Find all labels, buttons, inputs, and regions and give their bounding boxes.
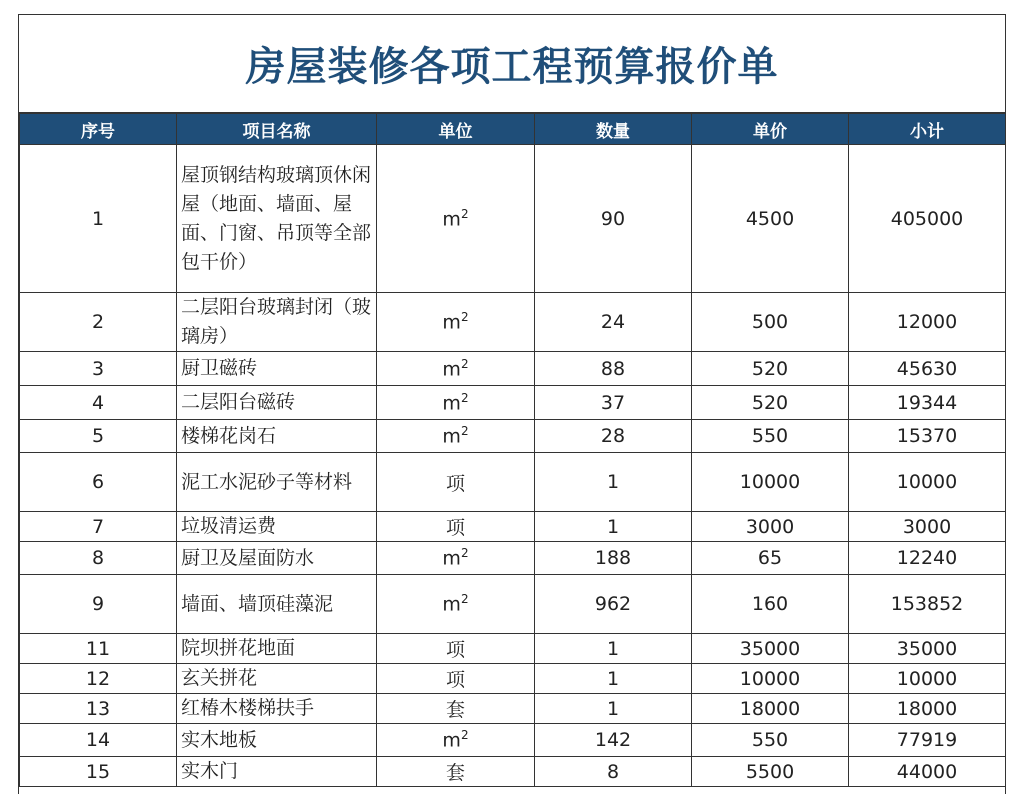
cell-price: 550 <box>692 724 849 757</box>
cell-no: 14 <box>20 724 177 757</box>
header-no: 序号 <box>20 114 177 145</box>
cell-no: 9 <box>20 575 177 634</box>
cell-no: 2 <box>20 293 177 352</box>
table-row <box>20 293 1006 352</box>
header-qty: 数量 <box>535 114 692 145</box>
cell-qty: 142 <box>535 724 692 757</box>
cell-qty: 88 <box>535 352 692 386</box>
cell-subtotal: 19344 <box>849 386 1006 420</box>
cell-no: 15 <box>20 757 177 787</box>
cell-subtotal: 35000 <box>849 634 1006 664</box>
cell-price: 5500 <box>692 757 849 787</box>
cell-price: 500 <box>692 293 849 352</box>
table-row <box>20 757 1006 787</box>
header-price: 单价 <box>692 114 849 145</box>
table-row <box>20 724 1006 757</box>
cell-no: 11 <box>20 634 177 664</box>
unit-text: 套 <box>445 762 465 784</box>
cell-subtotal: 12000 <box>849 293 1006 352</box>
cell-price: 65 <box>692 542 849 575</box>
cell-qty: 1 <box>535 664 692 694</box>
cell-qty: 24 <box>535 293 692 352</box>
unit-text: m <box>442 208 461 231</box>
cell-subtotal: 153852 <box>849 575 1006 634</box>
cell-unit <box>377 453 535 512</box>
cell-no: 7 <box>20 512 177 542</box>
cell-no: 1 <box>20 145 177 293</box>
unit-superscript: 2 <box>460 390 469 405</box>
unit-text: 项 <box>445 639 465 661</box>
unit-superscript: 2 <box>460 728 469 743</box>
unit-text: m <box>442 547 461 570</box>
cell-unit <box>377 386 535 420</box>
table-row <box>20 694 1006 724</box>
unit-text: m <box>442 311 461 334</box>
cell-name: 泥工水泥砂子等材料 <box>177 453 377 512</box>
cell-qty: 188 <box>535 542 692 575</box>
cell-unit <box>377 293 535 352</box>
cell-name: 厨卫磁砖 <box>177 352 377 386</box>
unit-text: 项 <box>445 472 465 495</box>
table-row <box>20 634 1006 664</box>
cell-no: 3 <box>20 352 177 386</box>
table-row <box>20 542 1006 575</box>
unit-text: 套 <box>445 699 465 721</box>
unit-superscript: 2 <box>460 424 469 439</box>
cell-price: 10000 <box>692 453 849 512</box>
unit-superscript: 2 <box>460 546 469 561</box>
cell-name: 楼梯花岗石 <box>177 420 377 453</box>
cell-unit <box>377 420 535 453</box>
cell-price: 550 <box>692 420 849 453</box>
cell-qty: 1 <box>535 634 692 664</box>
cell-name: 院坝拼花地面 <box>177 634 377 664</box>
cell-qty: 1 <box>535 694 692 724</box>
cell-price: 18000 <box>692 694 849 724</box>
table-row <box>20 386 1006 420</box>
cell-name: 屋顶钢结构玻璃顶休闲屋（地面、墙面、屋面、门窗、吊顶等全部包干价） <box>177 145 377 293</box>
unit-superscript: 2 <box>460 592 469 607</box>
cell-subtotal: 44000 <box>849 757 1006 787</box>
cell-qty: 962 <box>535 575 692 634</box>
cell-unit <box>377 694 535 724</box>
cell-price: 35000 <box>692 634 849 664</box>
cell-name: 红椿木楼梯扶手 <box>177 694 377 724</box>
cell-price: 520 <box>692 386 849 420</box>
cell-subtotal: 3000 <box>849 512 1006 542</box>
cell-unit <box>377 757 535 787</box>
cell-name: 实木地板 <box>177 724 377 757</box>
unit-text: m <box>442 729 461 752</box>
unit-text: m <box>442 392 461 415</box>
cell-name: 垃圾清运费 <box>177 512 377 542</box>
header-subtotal: 小计 <box>849 114 1006 145</box>
table-row <box>20 145 1006 293</box>
cell-price: 4500 <box>692 145 849 293</box>
cell-name: 二层阳台玻璃封闭（玻璃房） <box>177 293 377 352</box>
cell-qty: 37 <box>535 386 692 420</box>
cell-name: 墙面、墙顶硅藻泥 <box>177 575 377 634</box>
cell-unit <box>377 512 535 542</box>
header-unit: 单位 <box>377 114 535 145</box>
unit-superscript: 2 <box>460 356 469 371</box>
cell-name: 玄关拼花 <box>177 664 377 694</box>
title-row <box>19 15 1005 113</box>
table-row <box>20 420 1006 453</box>
cell-unit <box>377 724 535 757</box>
header-name: 项目名称 <box>177 114 377 145</box>
table-body <box>20 145 1006 787</box>
cell-price: 3000 <box>692 512 849 542</box>
unit-text: m <box>442 593 461 616</box>
cell-subtotal: 10000 <box>849 664 1006 694</box>
cell-no: 4 <box>20 386 177 420</box>
cell-unit <box>377 634 535 664</box>
page-title: 房屋装修各项工程预算报价单 <box>245 44 779 90</box>
unit-text: m <box>442 425 461 448</box>
cell-no: 12 <box>20 664 177 694</box>
cell-unit <box>377 145 535 293</box>
cell-unit <box>377 352 535 386</box>
cell-name: 二层阳台磁砖 <box>177 386 377 420</box>
cell-qty: 1 <box>535 453 692 512</box>
cell-price: 10000 <box>692 664 849 694</box>
cell-unit <box>377 542 535 575</box>
cell-subtotal: 77919 <box>849 724 1006 757</box>
unit-superscript: 2 <box>460 206 469 221</box>
cell-name: 厨卫及屋面防水 <box>177 542 377 575</box>
cell-qty: 8 <box>535 757 692 787</box>
cell-price: 520 <box>692 352 849 386</box>
cell-qty: 28 <box>535 420 692 453</box>
budget-sheet <box>18 14 1006 794</box>
cell-subtotal: 10000 <box>849 453 1006 512</box>
table-row <box>20 352 1006 386</box>
cell-subtotal: 12240 <box>849 542 1006 575</box>
cell-no: 13 <box>20 694 177 724</box>
table-row <box>20 453 1006 512</box>
cell-qty: 1 <box>535 512 692 542</box>
unit-text: m <box>442 358 461 381</box>
unit-text: 项 <box>445 517 465 539</box>
unit-superscript: 2 <box>460 310 469 325</box>
cell-no: 5 <box>20 420 177 453</box>
cell-price: 160 <box>692 575 849 634</box>
header-row <box>20 114 1006 145</box>
unit-text: 项 <box>445 669 465 691</box>
cell-no: 8 <box>20 542 177 575</box>
budget-table <box>19 113 1006 787</box>
cell-subtotal: 45630 <box>849 352 1006 386</box>
cell-unit <box>377 575 535 634</box>
table-row <box>20 512 1006 542</box>
table-row <box>20 575 1006 634</box>
table-row <box>20 664 1006 694</box>
cell-unit <box>377 664 535 694</box>
cell-subtotal: 405000 <box>849 145 1006 293</box>
cell-subtotal: 15370 <box>849 420 1006 453</box>
cell-no: 6 <box>20 453 177 512</box>
cell-qty: 90 <box>535 145 692 293</box>
cell-name: 实木门 <box>177 757 377 787</box>
cell-subtotal: 18000 <box>849 694 1006 724</box>
